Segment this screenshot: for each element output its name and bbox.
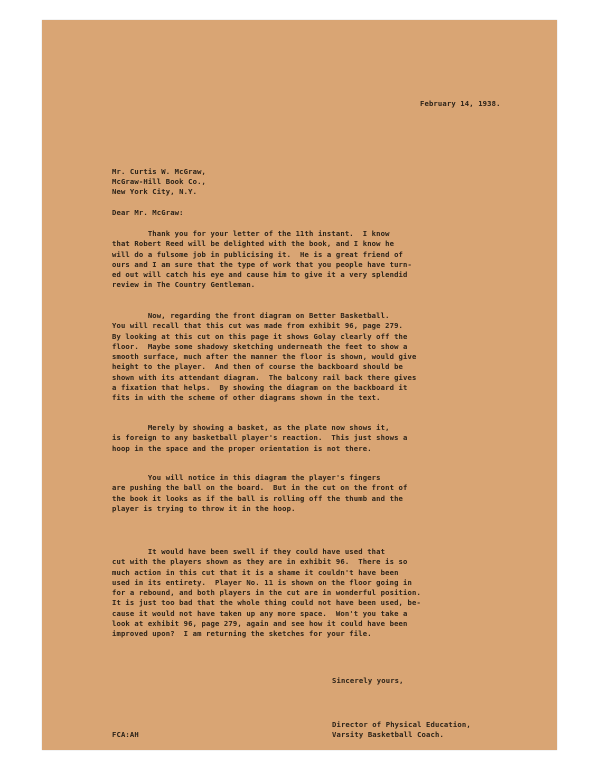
paragraph-line: improved upon? I am returning the sketches for your file. <box>112 629 372 639</box>
paragraph-line: Now, regarding the front diagram on Better Basketball. <box>112 311 390 320</box>
paragraph-line: floor. Maybe some shadowy sketching underneath the feet to show a <box>112 341 408 351</box>
paragraph-line: It is just too bad that the whole thing could not have been used, be- <box>112 598 421 608</box>
paragraph-5 <box>112 547 532 640</box>
paragraph-line: that Robert Reed will be delighted with the book, and I know he <box>112 239 395 249</box>
recipient-city: New York City, N.Y. <box>112 187 198 196</box>
recipient-name: Mr. Curtis W. McGraw, <box>112 167 207 176</box>
paragraph-1 <box>112 229 532 291</box>
paragraph-line: Merely by showing a basket, as the plate now shows it, <box>112 423 390 432</box>
paragraph-line: are pushing the ball on the board. But in the cut on the front of <box>112 483 408 493</box>
paragraph-line: smooth surface, much after the manner the floor is shown, would give <box>112 352 417 362</box>
salutation: Dear Mr. McGraw: <box>112 208 184 217</box>
paragraph-2 <box>112 311 532 404</box>
paragraph-line: a fixation that helps. By showing the diagram on the backboard it <box>112 383 408 393</box>
paragraph-line: will do a fulsome job in publicising it. He is a great friend of <box>112 249 404 259</box>
paragraph-line: You will notice in this diagram the player's fingers <box>112 473 381 482</box>
signature-title-line-2: Varsity Basketball Coach. <box>332 730 444 739</box>
paragraph-line: look at exhibit 96, page 279, again and see how it could have been <box>112 619 408 629</box>
paragraph-4 <box>112 473 532 514</box>
paragraph-line: player is trying to throw it in the hoop. <box>112 503 296 513</box>
paragraph-line: review in The Country Gentleman. <box>112 280 256 290</box>
recipient-company: McGraw-Hill Book Co., <box>112 177 207 186</box>
paragraph-line: shown with its attendant diagram. The balcony rail back there gives <box>112 372 417 382</box>
paragraph-line: cause it would not have taken up any more space. Won't you take a <box>112 608 408 618</box>
signature-title-line-1: Director of Physical Education, <box>332 720 471 729</box>
paragraph-line: for a rebound, and both players in the cut are in wonderful position. <box>112 588 421 598</box>
typist-initials: FCA:AH <box>112 730 139 739</box>
closing: Sincerely yours, <box>332 676 404 685</box>
paragraph-line: ours and I am sure that the type of work that you people have turn- <box>112 259 412 269</box>
letter-page <box>42 20 557 750</box>
paragraph-line: You will recall that this cut was made from exhibit 96, page 279. <box>112 321 404 331</box>
paragraph-line: height to the player. And then of course the backboard should be <box>112 362 404 372</box>
paragraph-line: the book it looks as if the ball is rolling off the thumb and the <box>112 493 404 503</box>
paragraph-line: Thank you for your letter of the 11th instant. I know <box>112 229 390 238</box>
paragraph-line: much action in this cut that it is a shame it couldn't have been <box>112 567 399 577</box>
paragraph-line: cut with the players shown as they are in exhibit 96. There is so <box>112 557 408 567</box>
paragraph-line: hoop in the space and the proper orientation is not there. <box>112 443 372 453</box>
paragraph-line: is foreign to any basketball player's reaction. This just shows a <box>112 433 408 443</box>
letter-date: February 14, 1938. <box>420 99 501 108</box>
paragraph-line: ed out will catch his eye and cause him to give it a very splendid <box>112 270 408 280</box>
paragraph-line: It would have been swell if they could have used that <box>112 547 386 556</box>
paragraph-line: fits in with the scheme of other diagrams shown in the text. <box>112 393 381 403</box>
paragraph-3 <box>112 423 532 454</box>
paragraph-line: used in its entirety. Player No. 11 is shown on the floor going in <box>112 577 412 587</box>
paragraph-line: By looking at this cut on this page it shows Golay clearly off the <box>112 331 408 341</box>
